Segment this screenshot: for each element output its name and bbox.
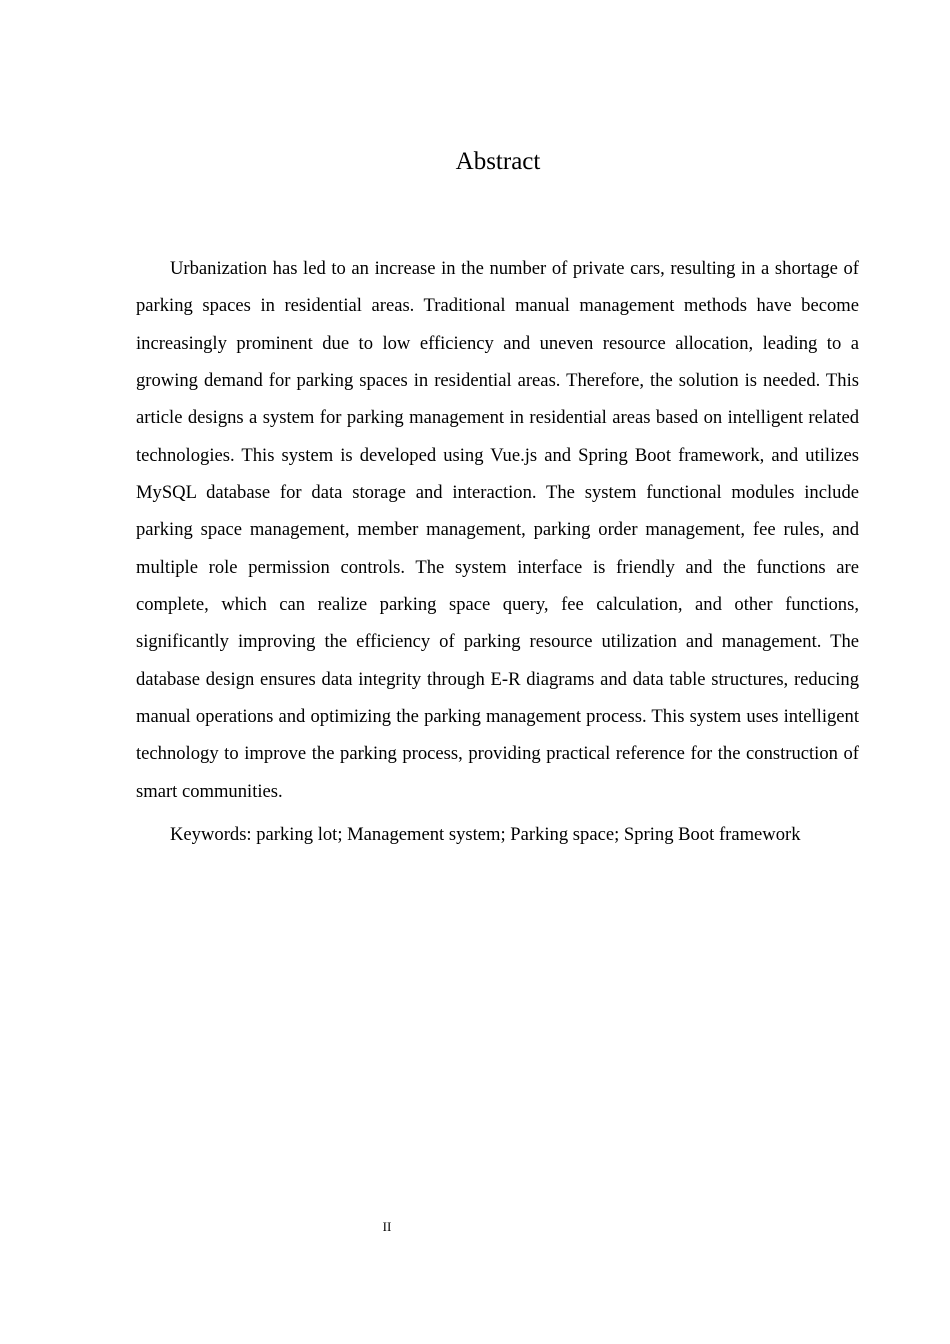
abstract-body: Urbanization has led to an increase in the number of private cars, resulting in a shortage of parking spaces in residential areas. Traditional manual management methods have become increasingly prominent due to low efficiency and uneven resource allocation, leading to a growing demand for parking spaces in residential areas. Therefore, the solution is needed. This article designs a system for parking management in residential areas based on intelligent related technologies. This system is developed using Vue.js and Spring Boot framework, and utilizes MySQL database for data storage and interaction. The system functional modules include parking space management, member management, parking order management, fee rules, and multiple role permission controls. The system interface is friendly and the functions are complete, which can realize parking space query, fee calculation, and other functions, significantly improving the efficiency of parking resource utilization and management. The database design ensures data integrity through E-R diagrams and data table structures, reducing manual operations and optimizing the parking management process. This system uses intelligent technology to improve the parking process, providing practical reference for the construction of smart communities. [136,258,859,802]
page-number: II [382,1219,392,1234]
abstract-title: Abstract [455,148,541,175]
keywords-line: Keywords: parking lot; Management system; Parking space; Spring Boot framework [170,824,801,845]
